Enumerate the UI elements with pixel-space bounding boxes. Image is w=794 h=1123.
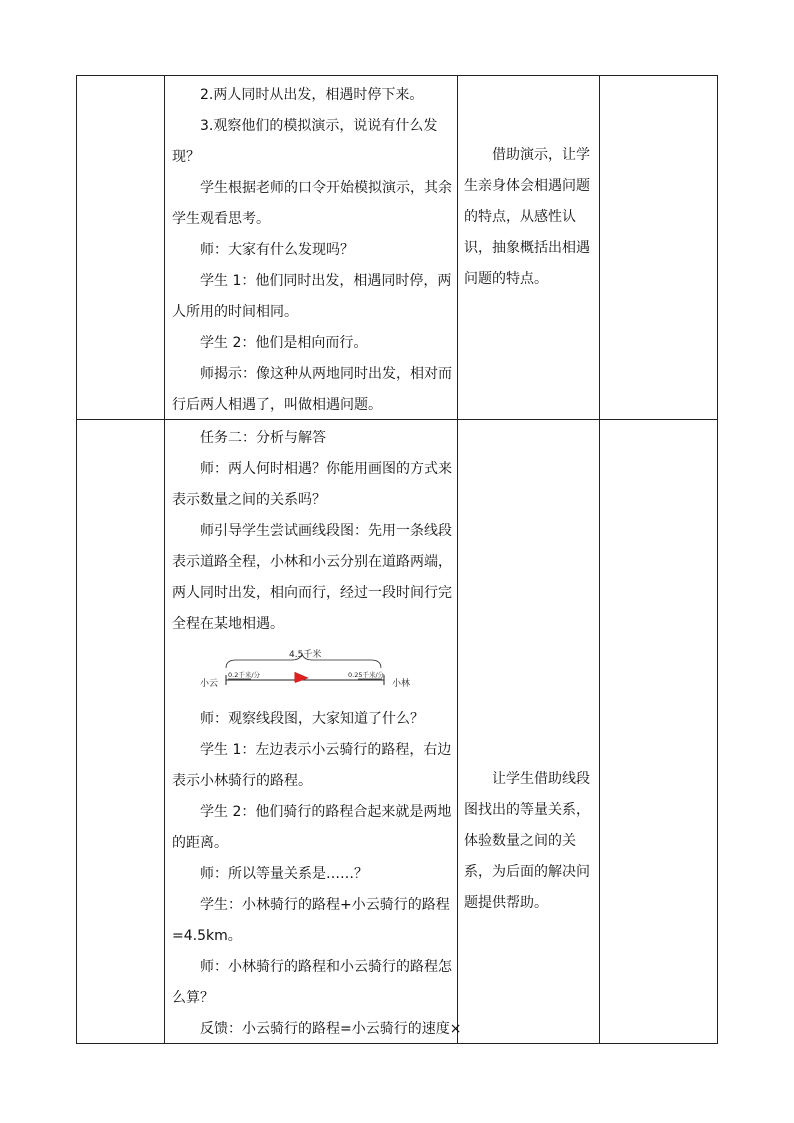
text-line: 师：所以等量关系是……？ <box>200 866 368 882</box>
text-line: 2.两人同时从出发，相遇时停下来。 <box>200 87 424 103</box>
text-line: 表示数量之间的关系吗？ <box>172 492 326 508</box>
row2-intent-cell <box>464 764 594 919</box>
line-segment-diagram <box>196 644 456 696</box>
text-line: 3.观察他们的模拟演示，说说有什么发 <box>200 118 438 134</box>
column-divider-1 <box>164 75 165 1044</box>
text-line: 师揭示：像这种从两地同时出发，相对而 <box>200 366 452 382</box>
text-line: 现？ <box>172 149 200 165</box>
text-line: 师：大家有什么发现吗？ <box>200 242 354 258</box>
text-line: 学生 1：他们同时出发，相遇同时停，两 <box>200 273 452 289</box>
text-line: 行后两人相遇了，叫做相遇问题。 <box>172 397 382 413</box>
row1-intent-cell <box>464 140 594 295</box>
text-line: 学生 1：左边表示小云骑行的路程，右边 <box>200 742 452 758</box>
text-line: 学生观看思考。 <box>172 211 270 227</box>
text-line: 学生根据老师的口令开始模拟演示，其余 <box>200 180 452 196</box>
row-divider <box>76 419 718 420</box>
text-line: 学生：小林骑行的路程+小云骑行的路程 <box>200 897 450 913</box>
text-line: 反馈：小云骑行的路程=小云骑行的速度× <box>200 1021 462 1037</box>
text-line: 学生 2：他们骑行的路程合起来就是两地 <box>200 804 452 820</box>
text-line: =4.5km。 <box>172 928 242 944</box>
design-intent-text: 借助演示，让学生亲身体会相遇问题的特点，从感性认识，抽象概括出相遇问题的特点。 <box>464 147 590 287</box>
table-top-border <box>76 75 718 76</box>
total-distance-label: 4.5千米 <box>289 650 322 660</box>
design-intent-text: 让学生借助线段图找出的等量关系，体验数量之间的关系，为后面的解决问题提供帮助。 <box>464 771 590 911</box>
text-line: 的距离。 <box>172 835 228 851</box>
table-bottom-border <box>76 1043 718 1044</box>
left-speed-label: 0.2千米/分 <box>228 671 261 679</box>
meeting-flag-icon <box>295 672 309 683</box>
diagram-svg <box>196 644 456 696</box>
column-divider-2 <box>457 75 458 1044</box>
xiaoyun-label: 小云 <box>200 679 219 689</box>
text-line: 师：小林骑行的路程和小云骑行的路程怎 <box>200 959 452 975</box>
text-line: 师：观察线段图，大家知道了什么？ <box>200 711 424 727</box>
text-line: 学生 2：他们是相向而行。 <box>200 335 368 351</box>
text-line: 人所用的时间相同。 <box>172 304 298 320</box>
right-speed-label: 0.25千米/分 <box>348 671 385 679</box>
text-line: 两人同时出发，相向而行，经过一段时间行完 <box>172 585 452 601</box>
task-heading: 任务二：分析与解答 <box>200 430 326 446</box>
table-left-border <box>76 75 77 1044</box>
text-line: 师引导学生尝试画线段图：先用一条线段 <box>200 523 452 539</box>
column-divider-3 <box>599 75 600 1044</box>
xiaolin-label: 小林 <box>392 679 411 689</box>
text-line: 师：两人何时相遇？你能用画图的方式来 <box>200 461 452 477</box>
text-line: 么算？ <box>172 990 214 1006</box>
text-line: 表示道路全程，小林和小云分别在道路两端， <box>172 554 452 570</box>
table-right-border <box>717 75 718 1044</box>
text-line: 全程在某地相遇。 <box>172 616 284 632</box>
text-line: 表示小林骑行的路程。 <box>172 773 312 789</box>
